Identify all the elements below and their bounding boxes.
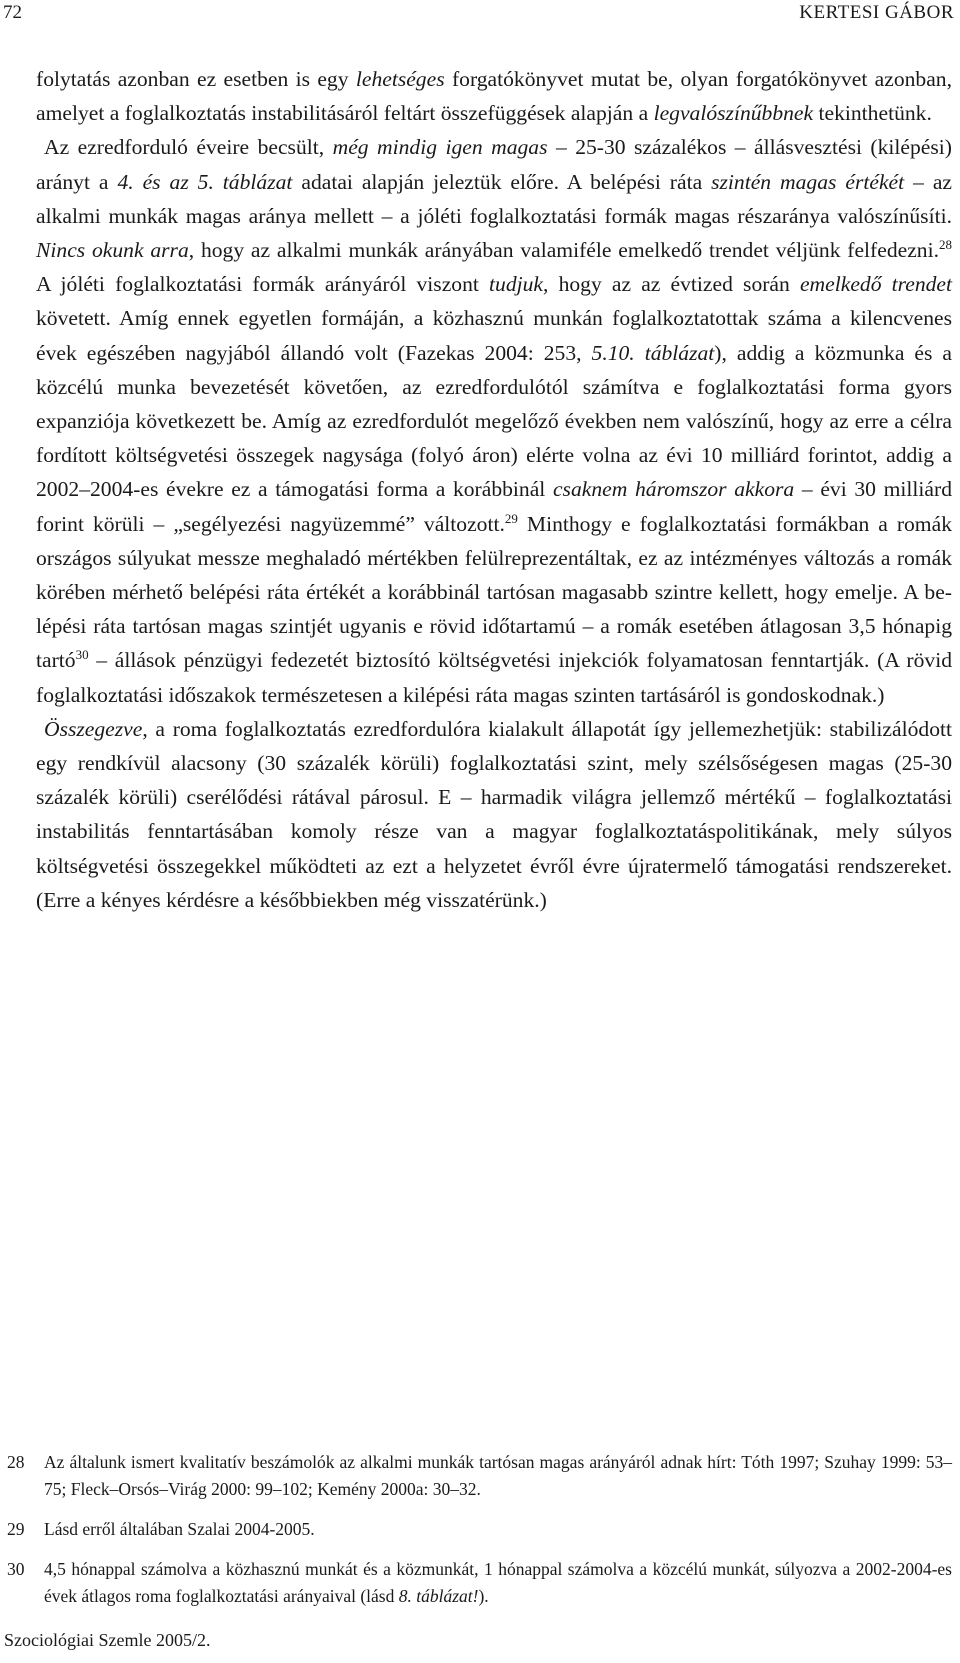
footnote-table-ref: 8. táblázat! <box>398 1586 479 1606</box>
paragraph-1: folytatás azonban ez esetben is egy lehetséges forgatókönyvet mutat be, olyan forgatókönyvet azonban, amelyet a foglalkoztatás instabilitásáról feltárt összefüggések alapján a legvalószínűbbnek tekinthetünk. <box>36 67 953 126</box>
footnote-number: 30 <box>7 1559 25 1579</box>
footnote-ref-28[interactable]: 28 <box>939 236 952 252</box>
footnote-30: 30 4,5 hónappal számolva a közhasznú munkát és a közmunkát, 1 hónappal számolva a közcélú munkát, súlyozva a 2002-2004-es évek átlagos roma foglalkoztatási arányaival (lásd 8. táblázat!). <box>0 1556 960 1610</box>
footnote-text: 4,5 hónappal számolva a közhasznú munkát és a közmunkát, 1 hónappal számolva a közcélú munkát, súlyozva a 2002-2004-es évek átlagos roma foglalkoztatási arányaival (lásd <box>44 1559 952 1606</box>
footnote-text: Az általunk ismert kvalitatív beszámolók az alkalmi munkák tartósan magas arányáról adnak hírt: Tóth 1997; Szuhay 1999: 53–75; Fleck–Orsós–Virág 2000: 99–102; Kemény 2000a: 30–32. <box>44 1452 952 1499</box>
page-header <box>0 0 960 30</box>
footnote-number: 28 <box>7 1452 25 1472</box>
body-text <box>36 62 952 917</box>
running-head-author: KERTESI GÁBOR <box>799 2 954 23</box>
journal-footer: Szociológiai Szemle 2005/2. <box>4 1630 211 1650</box>
paragraph-2: Az ezredforduló éveire becsült, még mindig igen magas – 25-30 százalékos – állásvesztési (kilépési) arányt a 4. és az 5. táblázat adatai alapján jeleztük előre. A belépési ráta szintén magas értékét – az alkalmi munkák magas aránya mellett – a jóléti foglalkoztatási formák magas részaránya valószínűsíti. Nincs okunk arra, hogy az alkalmi munkák arányában valamiféle emelkedő trendet véljünk felfedezni.$^{28}$ A jóléti foglalkoztatási formák arányáról viszont tudjuk, hogy az az évtized során emelkedő trendet követett. Amíg ennek egyetlen formáján, a közhasznú munkán foglalkoztatottak száma a kilencvenes évek egészében nagyjából állandó volt (Fazekas 2004: 253, 5.10. táblázat), addig a közmunka és a közcélú munka bevezetését követően, az ezredfordulótól számítva e foglalkoztatási forma gyors expanziója következett be. Amíg az ezredfordulót megelőző években nem valószínű, hogy az erre a célra fordított költségvetési összegek nagysága (folyó áron) elérte volna az évi 10 milliárd forintot, addig a 2002–2004-es évekre ez a támogatási forma a korábbinál csaknem háromszor akkora – évi 30 milliárd forint körüli – „segélyezési nagyüzemmé” változott.$^{29}$ Minthogy e foglalkoztatási formákban a romák országos súlyukat messze meghaladó mértékben felülreprezentáltak, ez az intézményes változás a romák körében mérhető belépési ráta értékét a korábbinál tartósan magasabb szintre kellett, hogy emelje. A belépési ráta tartósan magas szintjét ugyanis e rövid időtartamú – a romák esetében átlagosan 3,5 hónapig tartó$^{30}$ – állások pénzügyi fedezetét biztosító költségvetési injekciók folyamatosan fenntartják. (A rövid foglalkoztatási időszakok természetesen a kilépési ráta magas szinten tartásáról is gondoskodnak.) <box>36 135 953 707</box>
footnote-number: 29 <box>7 1519 25 1539</box>
footnotes <box>0 1449 960 1623</box>
footnote-ref-29[interactable]: 29 <box>504 510 518 526</box>
footnote-29 <box>0 1516 960 1543</box>
paragraph-3: Összegezve, a roma foglalkoztatás ezredfordulóra kialakult állapotát így jellemezhetjük: stabilizálódott egy rendkívül alacsony (30 százalék körüli) foglalkoztatási szint, mely szélsőségesen magas (25-30 százalék körüli) cserélődési rátával párosul. E – harmadik világra jellemző mértékű – foglalkoztatási instabilitás fenntartásában komoly része van a magyar foglalkoztatáspolitikának, mely súlyos költségvetési összegekkel működteti az ezt a helyzetet évről évre újratermelő támogatási rendszereket. (Erre a kényes kérdésre a későbbiekben még visszatérünk.) <box>36 716 952 912</box>
footnote-text: Lásd erről általában Szalai 2004-2005. <box>44 1519 315 1539</box>
page-number: 72 <box>3 2 22 23</box>
footnote-28 <box>0 1449 960 1503</box>
footnote-ref-30[interactable]: 30 <box>75 647 89 663</box>
